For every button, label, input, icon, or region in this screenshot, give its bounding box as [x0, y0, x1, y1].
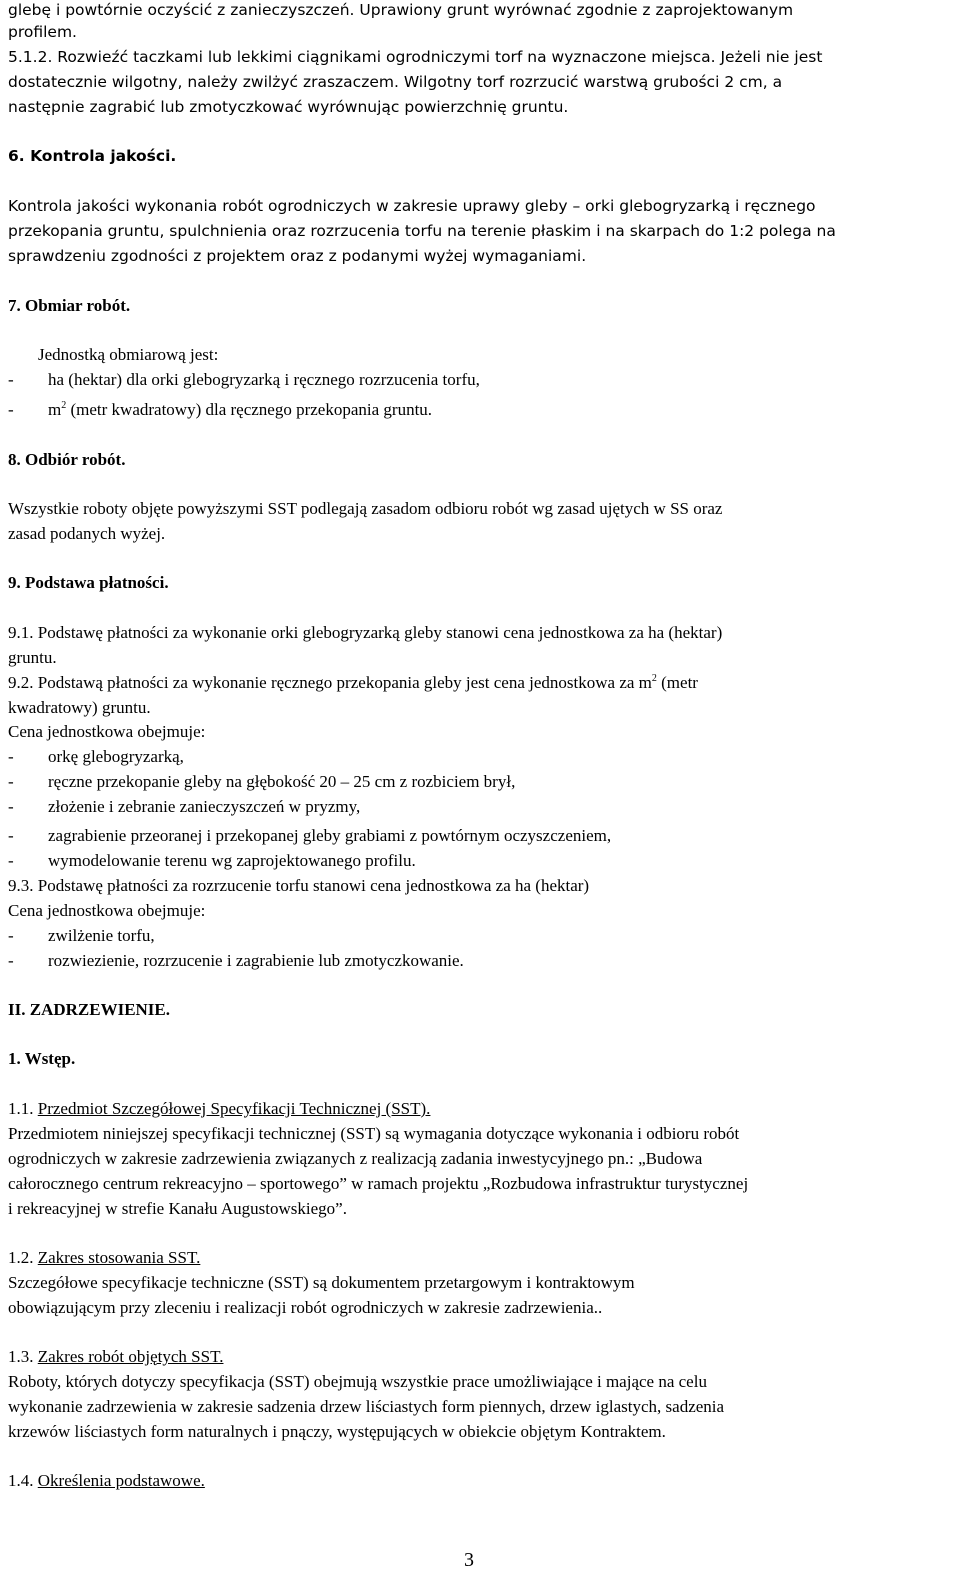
- paragraph-line: dostatecznie wilgotny, należy zwilżyć zraszaczem. Wilgotny torf rozrzucić warstwą grubości 2 cm, a: [8, 73, 783, 91]
- section-heading: 8. Odbiór robót.: [8, 450, 126, 469]
- paragraph-line: całorocznego centrum rekreacyjno – sportowego” w ramach projektu „Rozbudowa infrastruktur turystycznej: [8, 1174, 749, 1193]
- paragraph-line: Roboty, których dotyczy specyfikacja (SST) obejmują wszystkie prace umożliwiające i mające na celu: [8, 1372, 707, 1391]
- paragraph-line: 9.1. Podstawę płatności za wykonanie orki glebogryzarką gleby stanowi cena jednostkowa za ha (hektar): [8, 623, 723, 642]
- section-heading: 7. Obmiar robót.: [8, 296, 131, 315]
- subsection-heading: [8, 1347, 223, 1367]
- paragraph-line: Cena jednostkowa obejmuje:: [8, 722, 206, 741]
- paragraph-line: [8, 673, 698, 696]
- subsection-title: Przedmiot Szczegółowej Specyfikacji Technicznej (SST).: [37, 1099, 431, 1118]
- list-item: [8, 370, 14, 390]
- subsection-number: 1.2.: [8, 1248, 38, 1267]
- subsection-number: 1.3.: [8, 1347, 38, 1366]
- paragraph-line: Cena jednostkowa obejmuje:: [8, 901, 206, 920]
- list-dash: -: [8, 826, 14, 845]
- unit-text: m: [48, 400, 62, 419]
- list-item-text: wymodelowanie terenu wg zaprojektowanego profilu.: [48, 851, 416, 870]
- subsection-heading: [8, 1248, 200, 1268]
- paragraph-line: kwadratowy) gruntu.: [8, 698, 151, 717]
- list-dash: -: [8, 951, 14, 970]
- list-item-text: [48, 400, 432, 423]
- subsection-heading: [8, 1471, 205, 1491]
- list-item-text: ha (hektar) dla orki glebogryzarką i ręcznego rozrzucenia torfu,: [48, 370, 480, 389]
- list-dash: -: [8, 370, 14, 389]
- text-run: (metr: [656, 673, 698, 692]
- list-dash: -: [8, 797, 14, 816]
- paragraph-line: profilem.: [8, 23, 77, 41]
- section-heading: 9. Podstawa płatności.: [8, 573, 169, 592]
- paragraph-line: Szczegółowe specyfikacje techniczne (SST) są dokumentem przetargowym i kontraktowym: [8, 1273, 635, 1292]
- paragraph-line: 5.1.2. Rozwieźć taczkami lub lekkimi ciągnikami ogrodniczymi torf na wyznaczone miejsca. Jeżeli nie jest: [8, 48, 823, 66]
- paragraph-line: glebę i powtórnie oczyścić z zanieczyszczeń. Uprawiony grunt wyrównać zgodnie z zaprojektowanym: [8, 1, 794, 19]
- subsection-title: Zakres robót objętych SST.: [37, 1347, 224, 1366]
- part-heading: II. ZADRZEWIENIE.: [8, 1000, 171, 1019]
- list-dash: -: [8, 747, 14, 766]
- list-dash: -: [8, 851, 14, 870]
- paragraph-line: obowiązującym przy zleceniu i realizacji robót ogrodniczych w zakresie zadrzewienia..: [8, 1298, 603, 1317]
- paragraph-line: wykonanie zadrzewienia w zakresie sadzenia drzew liściastych form piennych, drzew iglastych, sadzenia: [8, 1397, 725, 1416]
- list-item-text: ręczne przekopanie gleby na głębokość 20 – 25 cm z rozbiciem brył,: [48, 772, 516, 791]
- subsection-title: Określenia podstawowe.: [37, 1471, 205, 1490]
- paragraph-line: zasad podanych wyżej.: [8, 524, 166, 543]
- subsection-number: 1.1.: [8, 1099, 38, 1118]
- superscript: 2: [61, 400, 67, 411]
- superscript: 2: [651, 673, 657, 684]
- paragraph-line: Jednostką obmiarową jest:: [38, 345, 219, 364]
- list-item-text: zagrabienie przeoranej i przekopanej gleby grabiami z powtórnym oczyszczeniem,: [48, 826, 612, 845]
- list-item-text: złożenie i zebranie zanieczyszczeń w pryzmy,: [48, 797, 361, 816]
- paragraph-line: przekopania gruntu, spulchnienia oraz rozrzucenia torfu na terenie płaskim i na skarpach do 1:2 polega na: [8, 222, 836, 240]
- list-item: [8, 400, 14, 420]
- unit-text: (metr kwadratowy) dla ręcznego przekopania gruntu.: [66, 400, 433, 419]
- paragraph-line: następnie zagrabić lub zmotyczkować wyrównując powierzchnię gruntu.: [8, 98, 569, 116]
- list-item-text: zwilżenie torfu,: [48, 926, 155, 945]
- section-heading: 1. Wstęp.: [8, 1049, 76, 1068]
- subsection-title: Zakres stosowania SST.: [37, 1248, 201, 1267]
- text-run: 9.2. Podstawą płatności za wykonanie ręcznego przekopania gleby jest cena jednostkowa za m: [8, 673, 652, 692]
- paragraph-line: Wszystkie roboty objęte powyższymi SST podlegają zasadom odbioru robót wg zasad ujętych w SS oraz: [8, 499, 723, 518]
- list-dash: -: [8, 400, 14, 419]
- list-dash: -: [8, 926, 14, 945]
- paragraph-line: 9.3. Podstawę płatności za rozrzucenie torfu stanowi cena jednostkowa za ha (hektar): [8, 876, 590, 895]
- paragraph-line: Przedmiotem niniejszej specyfikacji technicznej (SST) są wymagania dotyczące wykonania i odbioru robót: [8, 1124, 740, 1143]
- list-item-text: rozwiezienie, rozrzucenie i zagrabienie lub zmotyczkowanie.: [48, 951, 464, 970]
- paragraph-line: gruntu.: [8, 648, 57, 667]
- paragraph-line: krzewów liściastych form naturalnych i pnączy, występujących w obiekcie objętym Kontraktem.: [8, 1422, 666, 1441]
- paragraph-line: Kontrola jakości wykonania robót ogrodniczych w zakresie uprawy gleby – orki glebogryzarką i ręcznego: [8, 197, 816, 215]
- paragraph-line: i rekreacyjnej w strefie Kanału Augustowskiego”.: [8, 1199, 347, 1218]
- list-dash: -: [8, 772, 14, 791]
- list-item-text: orkę glebogryzarką,: [48, 747, 184, 766]
- subsection-number: 1.4.: [8, 1471, 38, 1490]
- paragraph-line: ogrodniczych w zakresie zadrzewienia związanych z realizacją zadania inwestycyjnego pn.: „Budowa: [8, 1149, 703, 1168]
- section-heading: 6. Kontrola jakości.: [8, 147, 177, 165]
- subsection-heading: [8, 1099, 430, 1119]
- paragraph-line: sprawdzeniu zgodności z projektem oraz z podanymi wyżej wymaganiami.: [8, 247, 587, 265]
- page-number: 3: [464, 1549, 474, 1571]
